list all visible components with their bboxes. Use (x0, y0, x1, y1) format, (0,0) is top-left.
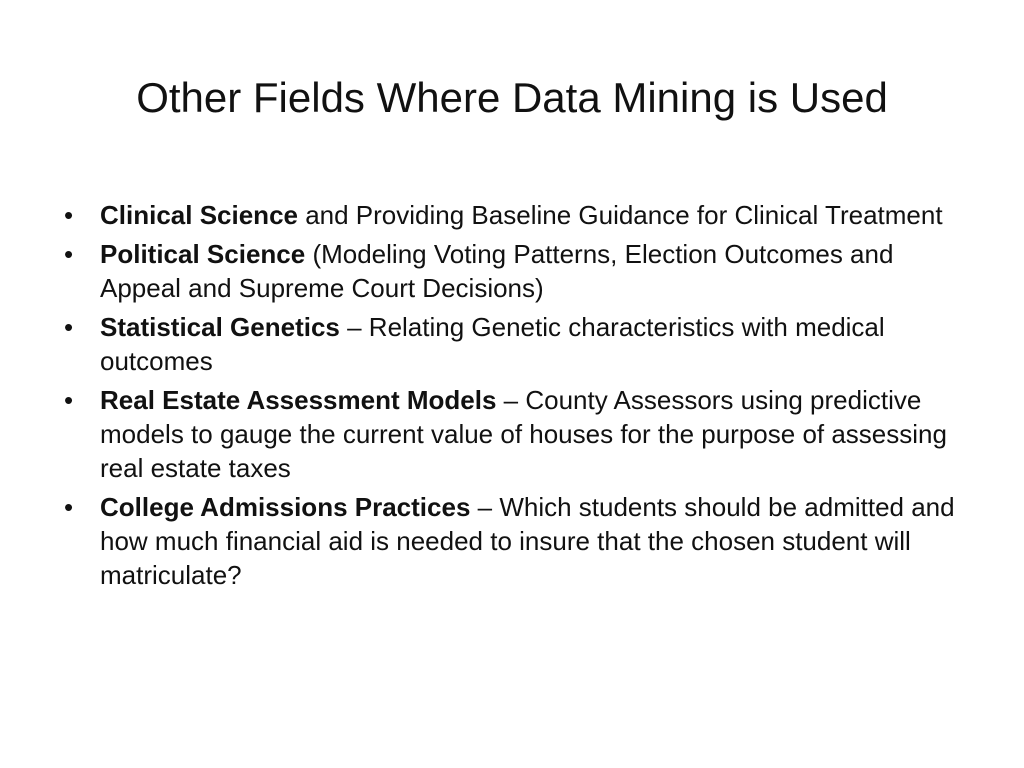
bullet-item-political-science (64, 237, 972, 305)
slide-title: Other Fields Where Data Mining is Used (136, 74, 888, 121)
bullet-icon: • (64, 312, 74, 342)
bullet-text: and Providing Baseline Guidance for Clinical Treatment (297, 200, 943, 230)
bullet-text: – County Assessors using predictive models to gauge the current value of houses for the purpose of assessing real estate taxes (100, 385, 947, 483)
bullet-icon: • (64, 492, 74, 522)
bullet-icon: • (64, 239, 74, 269)
bullet-item-college-admissions-practices (64, 490, 972, 592)
bullet-heading: Real Estate Assessment Models (100, 385, 497, 415)
bullet-item-clinical-science (64, 198, 972, 232)
bullet-heading: Political Science (100, 239, 306, 269)
bullet-item-real-estate-assessment-models (64, 383, 972, 485)
bullet-text: – Relating Genetic characteristics with medical outcomes (100, 312, 885, 376)
bullet-heading: Statistical Genetics (100, 312, 340, 342)
bullet-heading: College Admissions Practices (100, 492, 471, 522)
bullet-text: (Modeling Voting Patterns, Election Outcomes and Appeal and Supreme Court Decisions) (100, 239, 894, 303)
bullet-heading: Clinical Science (100, 200, 298, 230)
bullet-icon: • (64, 200, 74, 230)
bullet-text: – Which students should be admitted and how much financial aid is needed to insure that the chosen student will matriculate? (100, 492, 955, 590)
bullet-item-statistical-genetics (64, 310, 972, 378)
bullet-icon: • (64, 385, 74, 415)
bullet-list (64, 198, 972, 597)
